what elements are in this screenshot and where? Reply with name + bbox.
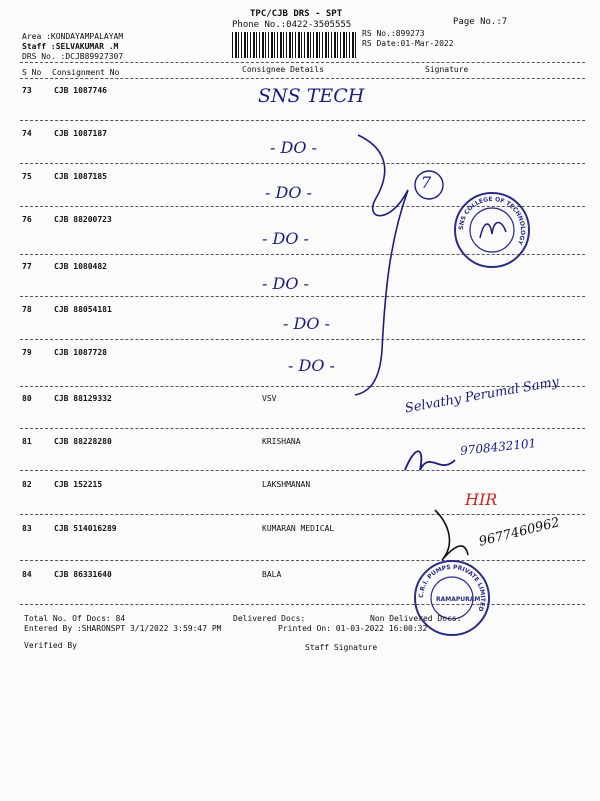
printed-on: Printed On: 01-03-2022 16:00:32 — [278, 624, 428, 633]
column-header-consignment: Consignment No — [52, 68, 120, 77]
column-header-sno: S No — [22, 68, 42, 77]
row-sno: 76 — [22, 215, 32, 224]
svg-text:SNS COLLEGE OF TECHNOLOGY — [458, 196, 526, 246]
row-consignment: CJB 88054181 — [54, 305, 112, 314]
row-sno: 84 — [22, 570, 32, 579]
column-header-signature: Signature — [425, 65, 469, 74]
count-annotation: 7 — [421, 173, 432, 192]
row-consignment: CJB 88228280 — [54, 437, 112, 446]
handwritten-ditto: - DO - — [283, 314, 330, 333]
row-consignment: CJB 514016289 — [54, 524, 117, 533]
staff-signature: Staff Signature — [305, 643, 378, 652]
column-header-consignee: Consignee Details — [242, 65, 324, 74]
row-consignment: CJB 88129332 — [54, 394, 112, 403]
row-consignee: VSV — [262, 394, 277, 403]
row-consignment: CJB 1087187 — [54, 129, 107, 138]
handwritten-consignee: SNS TECH — [258, 85, 365, 107]
pumps-seal-place: RAMAPURAM — [436, 596, 481, 603]
area-label: Area :KONDAYAMPALAYAM — [22, 32, 124, 41]
pumps-seal-text: C.R.I. PUMPS PRIVATE LIMITED — [417, 563, 487, 613]
row-consignment: CJB 86331640 — [54, 570, 112, 579]
signature-82-initials: HIR — [465, 490, 498, 509]
row-sno: 74 — [22, 129, 32, 138]
row-consignment: CJB 88200723 — [54, 215, 112, 224]
rs-date: RS Date:01-Mar-2022 — [362, 39, 454, 48]
row-sno: 79 — [22, 348, 32, 357]
signature-83-scribble — [430, 505, 470, 565]
row-consignee: LAKSHMANAN — [262, 480, 311, 489]
ditto-bracket — [350, 130, 420, 400]
row-consignee: KUMARAN MEDICAL — [262, 524, 335, 533]
entered-by: Entered By :SHARONSPT 3/1/2022 3:59:47 PM — [24, 624, 222, 633]
verified-by: Verified By — [24, 641, 77, 650]
college-seal-text: SNS COLLEGE OF TECHNOLOGY — [457, 195, 527, 246]
row-sno: 83 — [22, 524, 32, 533]
handwritten-ditto: - DO - — [265, 183, 312, 202]
svg-text:C.R.I. PUMPS PRIVATE LIMITED — [418, 564, 486, 612]
row-consignee: KRISHANA — [262, 437, 301, 446]
row-sno: 77 — [22, 262, 32, 271]
row-sno: 80 — [22, 394, 32, 403]
row-consignment: CJB 1087746 — [54, 86, 107, 95]
row-consignment: CJB 152215 — [54, 480, 103, 489]
staff-label: Staff :SELVAKUMAR .M — [22, 42, 119, 51]
row-consignment: CJB 1080482 — [54, 262, 107, 271]
signature-80: Selvathy Perumal Samy — [403, 374, 561, 417]
row-sno: 78 — [22, 305, 32, 314]
row-consignment: CJB 1087185 — [54, 172, 107, 181]
total-docs: Total No. Of Docs: 84 — [24, 614, 126, 623]
row-consignment: CJB 1087728 — [54, 348, 107, 357]
row-sno: 81 — [22, 437, 32, 446]
handwritten-ditto: - DO - — [270, 138, 317, 157]
handwritten-ditto: - DO - — [288, 356, 335, 375]
phone-number: Phone No.:0422-3505555 — [232, 20, 352, 30]
signature-81-number: 9708432101 — [459, 436, 537, 458]
college-seal — [452, 190, 532, 270]
non-delivered-docs: Non Delivered Docs: — [370, 614, 462, 623]
rs-number: RS No.:899273 — [362, 29, 425, 38]
barcode — [232, 32, 356, 58]
drs-number: DRS No. :DCJB89927307 — [22, 52, 124, 61]
row-sno: 75 — [22, 172, 32, 181]
row-sno: 82 — [22, 480, 32, 489]
row-consignee: BALA — [262, 570, 282, 579]
page-number: Page No.:7 — [453, 17, 508, 27]
delivered-docs: Delivered Docs: — [233, 614, 306, 623]
handwritten-ditto: - DO - — [262, 274, 309, 293]
signature-81-scribble — [400, 440, 460, 480]
row-sno: 73 — [22, 86, 32, 95]
document-title: TPC/CJB DRS - SPT — [250, 9, 343, 19]
signature-83-number: 9677460962 — [477, 515, 562, 550]
handwritten-ditto: - DO - — [262, 229, 309, 248]
